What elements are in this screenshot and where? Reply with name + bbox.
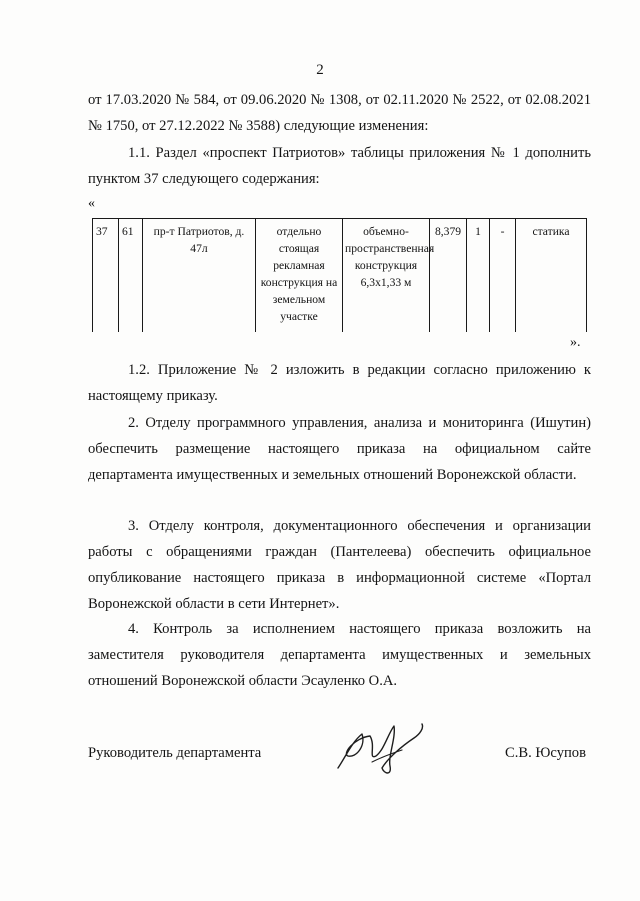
signatory-position: Руководитель департамента <box>88 745 262 761</box>
table-cell-sides: 1 <box>467 219 490 333</box>
item-1-2-paragraph: 1.2. Приложение № 2 изложить в редакции согласно приложению к настоящему приказу. <box>88 362 591 404</box>
handwritten-signature <box>332 716 428 778</box>
closing-quote: ». <box>570 335 581 350</box>
item-1-1-paragraph: 1.1. Раздел «проспект Патриотов» таблицы приложения № 1 дополнить пунктом 37 следующего содержания: <box>88 145 591 187</box>
item-2-paragraph: 2. Отделу программного управления, анализа и мониторинга (Ишутин) обеспечить размещение настоящего приказа на официальном сайте департамента имущественных и земельных отношений Воронежской области. <box>88 415 591 483</box>
intro-paragraph: от 17.03.2020 № 584, от 09.06.2020 № 1308, от 02.11.2020 № 2522, от 02.08.2021 № 1750, от 27.12.2022 № 3588) следующие изменения: <box>88 92 591 134</box>
table-cell-display-type: статика <box>516 219 587 333</box>
advertising-structure-table <box>92 218 587 332</box>
signatory-name: С.В. Юсупов <box>505 745 586 761</box>
page-number: 2 <box>316 62 324 78</box>
opening-quote: « <box>88 196 95 211</box>
table-cell-structure-kind: объемно-пространственная конструкция 6,3х1,33 м <box>343 219 430 333</box>
table-cell-address: пр-т Патриотов, д. 47л <box>143 219 256 333</box>
table-row <box>93 219 587 333</box>
item-4-paragraph: 4. Контроль за исполнением настоящего приказа возложить на заместителя руководителя департамента имущественных и земельных отношений Воронежской области Эсауленко О.А. <box>88 621 591 689</box>
table-cell-area: 8,379 <box>430 219 467 333</box>
item-3-paragraph: 3. Отделу контроля, документационного обеспечения и организации работы с обращениями граждан (Пантелеева) обеспечить официальное опубликование настоящего приказа в информационной системе «Портал Воронежской области в сети Интернет». <box>88 518 591 612</box>
table-cell-structure-type: отдельно стоящая рекламная конструкция на земельном участке <box>256 219 343 333</box>
table-cell-number: 37 <box>93 219 119 333</box>
table-cell-dash: - <box>490 219 516 333</box>
table-cell-point: 61 <box>119 219 143 333</box>
